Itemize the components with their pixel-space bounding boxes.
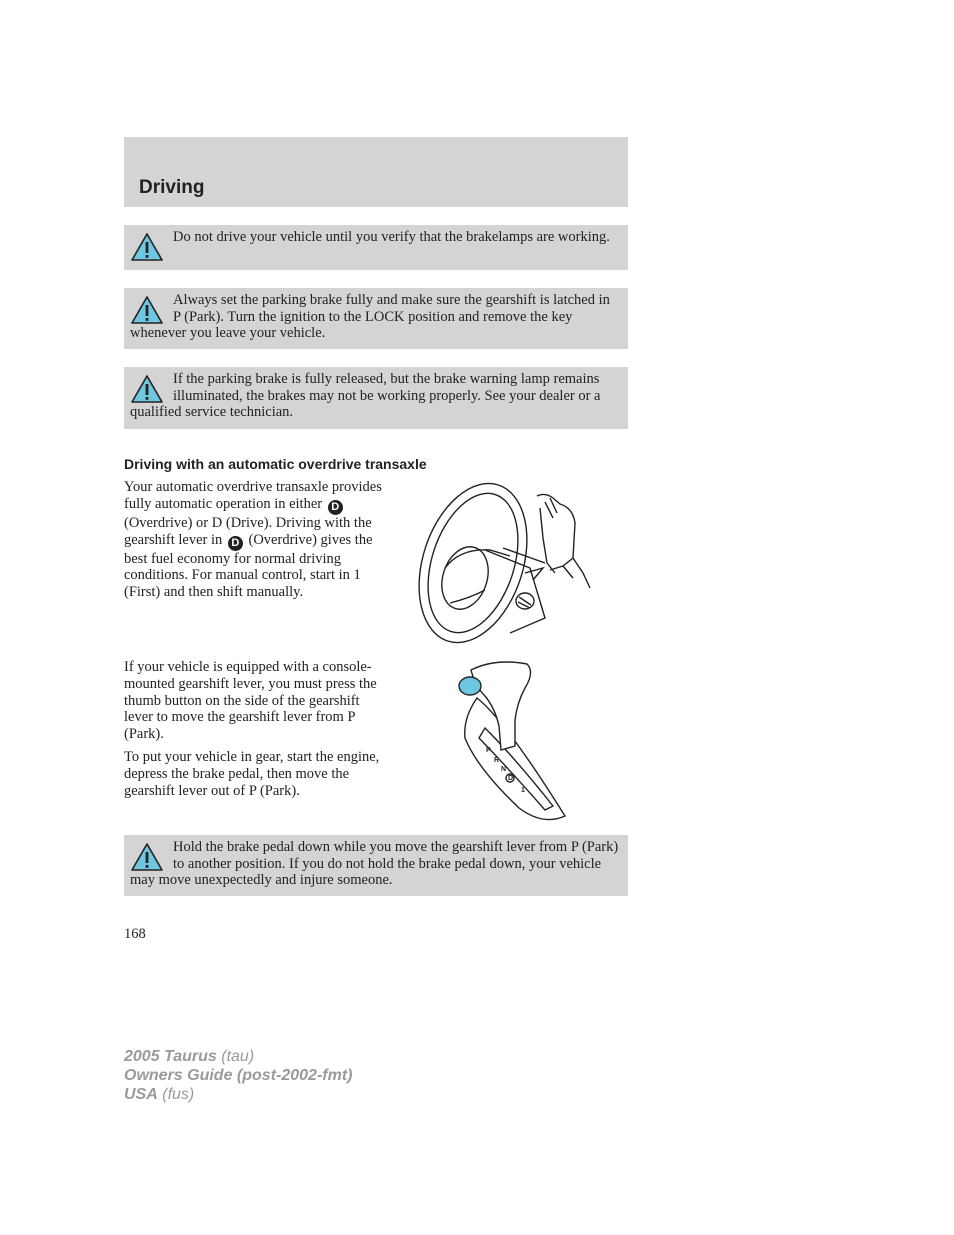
paragraph-text: To put your vehicle in gear, start the engine, depress the brake pedal, then move the gearshift lever out of P (Park). bbox=[124, 748, 380, 799]
overdrive-icon: D bbox=[328, 500, 343, 515]
section-header bbox=[124, 137, 628, 207]
footer-model: 2005 Taurus bbox=[124, 1048, 217, 1065]
paragraph-text: Your automatic overdrive transaxle provides fully automatic operation in either bbox=[124, 479, 382, 512]
paragraph-text: (Overdrive) or D (Drive). Driving with the gearshift lever in bbox=[124, 514, 372, 548]
warning-icon bbox=[130, 295, 164, 325]
overdrive-icon: D bbox=[228, 536, 243, 551]
gear-letter-first: 1 bbox=[521, 787, 525, 794]
footer-market-code: (fus) bbox=[162, 1086, 195, 1103]
warning-icon bbox=[130, 842, 164, 872]
gear-letter-overdrive: D bbox=[508, 775, 514, 782]
warning-text: If the parking brake is fully released, but the brake warning lamp remains illuminated, the brakes may not be working properly. See your dealer or a qualified service technician. bbox=[130, 371, 601, 420]
page-title: Driving bbox=[139, 177, 205, 198]
gear-letter-neutral: N bbox=[501, 766, 507, 773]
warning-text: Hold the brake pedal down while you move the gearshift lever from P (Park) to another position. If you do not hold the brake pedal down, your vehicle may move unexpectedly and injure someone. bbox=[130, 839, 619, 888]
console-gearshift-illustration bbox=[455, 658, 575, 823]
console-shifter-paragraphs bbox=[124, 659, 382, 805]
warning-text: Do not drive your vehicle until you verify that the brakelamps are working. bbox=[173, 229, 610, 245]
footer-market: USA bbox=[124, 1086, 158, 1103]
warning-text: Always set the parking brake fully and make sure the gearshift is latched in P (Park). Turn the ignition to the LOCK position and remove the key whenever you leave your vehicle. bbox=[130, 292, 610, 341]
footer-model-code: (tau) bbox=[221, 1048, 255, 1065]
steering-column-shifter-illustration bbox=[415, 478, 595, 648]
paragraph-text: (Overdrive) gives the best fuel economy for normal driving conditions. For manual control, start in 1 (First) and then shift manually. bbox=[124, 531, 373, 601]
warning-box-brakelamps bbox=[124, 225, 628, 270]
warning-icon bbox=[130, 374, 164, 404]
footer-guide: Owners Guide (post-2002-fmt) bbox=[124, 1067, 353, 1084]
paragraph-text: If your vehicle is equipped with a console-mounted gearshift lever, you must press the thumb button on the side of the gearshift lever to move the gearshift lever from P (Park). bbox=[124, 659, 377, 743]
warning-icon bbox=[130, 232, 164, 262]
transaxle-paragraph bbox=[124, 479, 382, 607]
page-number: 168 bbox=[124, 926, 146, 942]
gear-letter-reverse: R bbox=[494, 757, 500, 764]
warning-box-brake-lamp bbox=[124, 367, 628, 429]
warning-box-parking-brake bbox=[124, 288, 628, 349]
gear-letter-park: P bbox=[486, 747, 491, 754]
warning-box-brake-pedal bbox=[124, 835, 628, 896]
document-footer bbox=[124, 1047, 352, 1104]
section-heading: Driving with an automatic overdrive transaxle bbox=[124, 456, 427, 472]
